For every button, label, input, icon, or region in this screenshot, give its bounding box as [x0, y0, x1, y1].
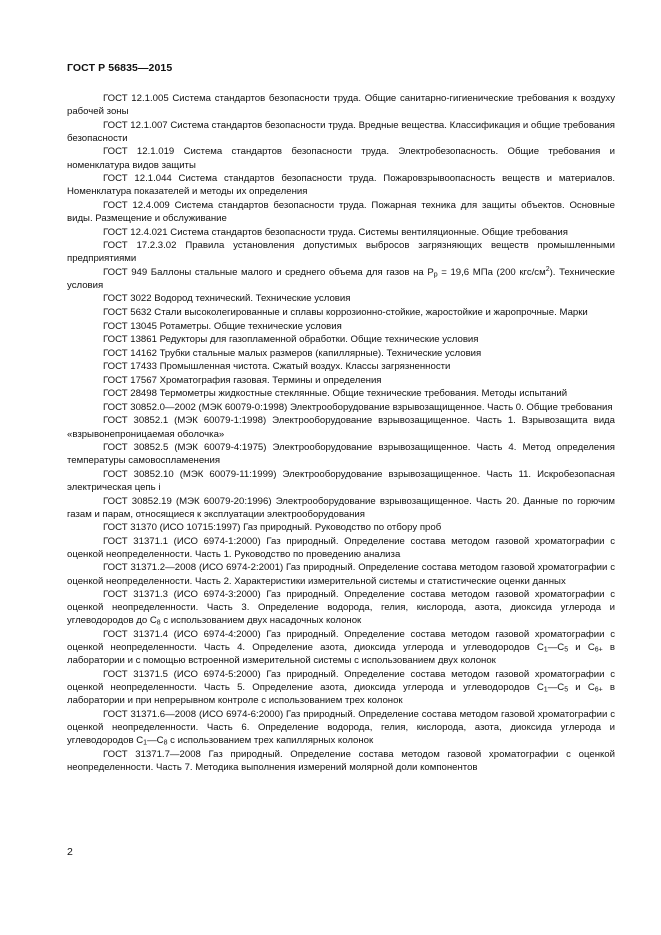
reference-text: ГОСТ 5632 Стали высоколегированные и сплавы коррозионно-стойкие, жаростойкие и жаропрочные. Марки: [103, 307, 588, 319]
subscript: 1: [543, 686, 548, 694]
reference-text: ГОСТ 13861 Редукторы для газопламенной обработки. Общие технические условия: [103, 334, 479, 346]
subscript: 8: [163, 739, 168, 747]
subscript: 8: [156, 619, 161, 627]
reference-text: ГОСТ 17433 Промышленная чистота. Сжатый воздух. Классы загрязненности: [103, 361, 451, 373]
reference-text: в лаборатории и при непрерывном контроле с использованием трех колонок: [67, 682, 615, 707]
reference-entry: [67, 266, 615, 292]
subscript: р: [433, 271, 438, 279]
reference-entry: [67, 748, 615, 774]
reference-text: ГОСТ 31371.5 (ИСО 6974-5:2000) Газ природный. Определение состава методом газовой хроматографии с оценкой неопределенности. Часть 5. Определение азота, диоксида углерода и углеводородов C: [67, 668, 615, 694]
reference-entry: [67, 708, 615, 747]
page-number: 2: [67, 846, 73, 858]
reference-entry: [67, 172, 615, 198]
reference-text: ГОСТ 30852.5 (МЭК 60079-4:1975) Электрооборудование взрывозащищенное. Часть 4. Метод определения температуры самовоспламенения: [67, 442, 615, 467]
reference-text: ). Технические условия: [67, 266, 615, 291]
reference-entry: [67, 333, 615, 346]
reference-text: и C: [568, 642, 595, 654]
reference-text: ГОСТ 31371.3 (ИСО 6974-3:2000) Газ природный. Определение состава методом газовой хроматографии с оценкой неопределенности. Часть 3. Определение водорода, гелия, кислорода, азота, диоксида углерода и углеводородов до C: [67, 589, 615, 627]
reference-text: ГОСТ 17567 Хроматография газовая. Термины и определения: [103, 374, 382, 386]
subscript: 1: [143, 739, 148, 747]
subscript: 5: [564, 646, 569, 654]
reference-text: ГОСТ 12.1.019 Система стандартов безопасности труда. Электробезопасность. Общие требования и номенклатура видов защиты: [67, 146, 615, 171]
reference-text: ГОСТ 12.1.044 Система стандартов безопасности труда. Пожаровзрывоопасность веществ и материалов. Номенклатура показателей и методы их определения: [67, 173, 615, 198]
reference-text: ГОСТ 12.4.021 Система стандартов безопасности труда. Системы вентиляционные. Общие требования: [103, 226, 568, 238]
reference-entry: [67, 374, 615, 387]
reference-entry: [67, 521, 615, 534]
reference-entry: [67, 92, 615, 118]
reference-entry: [67, 320, 615, 333]
reference-entry: [67, 119, 615, 145]
subscript: 5: [564, 686, 569, 694]
reference-text: —C: [547, 682, 565, 694]
reference-text: —C: [547, 642, 565, 654]
reference-entry: [67, 360, 615, 373]
reference-text: = 19,6 МПа (200 кгс/см: [437, 266, 546, 278]
reference-entry: [67, 401, 615, 414]
reference-text: ГОСТ 30852.10 (МЭК 60079-11:1999) Электрооборудование взрывозащищенное. Часть 11. Искробезопасная электрическая цепь i: [67, 468, 615, 493]
reference-entry: [67, 306, 615, 319]
reference-text: ГОСТ 3022 Водород технический. Технические условия: [103, 293, 351, 305]
reference-text: ГОСТ 30852.19 (МЭК 60079-20:1996) Электрооборудование взрывозащищенное. Часть 20. Данные по горючим газам и парам, относящиеся к эксплуатации электрооборудования: [67, 495, 615, 520]
reference-text: ГОСТ 17.2.3.02 Правила установления допустимых выбросов загрязняющих веществ промышленными предприятиями: [67, 240, 615, 265]
reference-text: с использованием двух насадочных колонок: [160, 615, 362, 627]
subscript: 6+: [594, 646, 603, 654]
reference-text: и C: [568, 682, 595, 694]
reference-entry: [67, 145, 615, 171]
reference-text: ГОСТ 31371.1 (ИСО 6974-1:2000) Газ природный. Определение состава методом газовой хроматографии с оценкой неопределенности. Часть 1. Руководство по проведению анализа: [67, 535, 615, 560]
reference-entry: [67, 561, 615, 587]
reference-text: ГОСТ 31371.2—2008 (ИСО 6974-2:2001) Газ природный. Определение состава методом газовой хроматографии с оценкой неопределенности. Часть 2. Характеристики измерительной системы и статистические оценки данных: [67, 562, 615, 587]
reference-entry: [67, 468, 615, 494]
reference-text: ГОСТ 13045 Ротаметры. Общие технические условия: [103, 320, 342, 332]
reference-entry: [67, 292, 615, 305]
subscript: 6+: [594, 686, 603, 694]
reference-text: ГОСТ 30852.0—2002 (МЭК 60079-0:1998) Электрооборудование взрывозащищенное. Часть 0. Общие требования: [103, 401, 613, 413]
reference-entry: [67, 668, 615, 707]
reference-text: —C: [147, 735, 164, 747]
reference-entry: [67, 199, 615, 225]
normative-references-list: [67, 92, 615, 774]
reference-text: ГОСТ 949 Баллоны стальные малого и среднего объема для газов на P: [103, 266, 434, 278]
reference-entry: [67, 347, 615, 360]
reference-entry: [67, 535, 615, 561]
reference-entry: [67, 495, 615, 521]
superscript: 2: [545, 265, 550, 273]
subscript: 1: [543, 646, 548, 654]
reference-text: в лаборатории и с помощью встроенной измерительной системы с использованием двух колонок: [67, 642, 615, 667]
reference-entry: [67, 414, 615, 440]
reference-entry: [67, 628, 615, 667]
reference-text: ГОСТ 30852.1 (МЭК 60079-1:1998) Электрооборудование взрывозащищенное. Часть 1. Взрывозащита вида «взрывонепроницаемая оболочка»: [67, 415, 615, 440]
reference-entry: [67, 239, 615, 265]
reference-text: ГОСТ 31371.7—2008 Газ природный. Определение состава методом газовой хроматографии с оценкой неопределенности. Часть 7. Методика выполнения измерений молярной доли компонентов: [67, 748, 615, 773]
reference-text: ГОСТ 12.1.005 Система стандартов безопасности труда. Общие санитарно-гигиенические требования к воздуху рабочей зоны: [67, 93, 615, 118]
reference-text: ГОСТ 12.4.009 Система стандартов безопасности труда. Пожарная техника для защиты объектов. Основные виды. Размещение и обслуживание: [67, 199, 615, 224]
reference-text: ГОСТ 31371.6—2008 (ИСО 6974-6:2000) Газ природный. Определение состава методом газовой хроматографии с оценкой неопределенности. Часть 6. Определение водорода, гелия, кислорода, азота, диоксида углерода и углеводородов C: [67, 708, 615, 747]
reference-entry: [67, 441, 615, 467]
reference-text: с использованием трех капиллярных колонок: [167, 735, 374, 747]
reference-entry: [67, 387, 615, 400]
reference-entry: [67, 226, 615, 239]
reference-entry: [67, 588, 615, 627]
reference-text: ГОСТ 14162 Трубки стальные малых размеров (капиллярные). Технические условия: [103, 347, 482, 359]
reference-text: ГОСТ 31370 (ИСО 10715:1997) Газ природный. Руководство по отбору проб: [103, 522, 442, 534]
reference-text: ГОСТ 31371.4 (ИСО 6974-4:2000) Газ природный. Определение состава методом газовой хроматографии с оценкой неопределенности. Часть 4. Определение азота, диоксида углерода и углеводородов C: [67, 629, 615, 654]
reference-text: ГОСТ 12.1.007 Система стандартов безопасности труда. Вредные вещества. Классификация и общие требования безопасности: [67, 119, 615, 144]
reference-text: ГОСТ 28498 Термометры жидкостные стеклянные. Общие технические требования. Методы испытаний: [103, 388, 568, 400]
page-header-title: ГОСТ Р 56835—2015: [67, 62, 173, 74]
